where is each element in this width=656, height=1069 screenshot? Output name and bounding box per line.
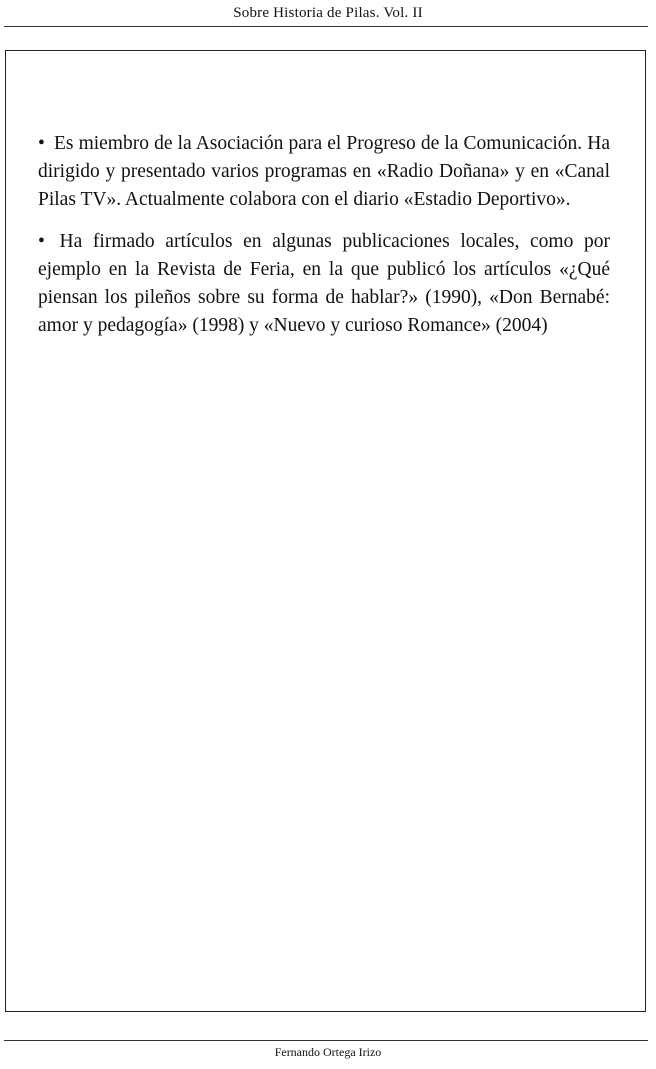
- running-header: Sobre Historia de Pilas. Vol. II: [233, 5, 423, 21]
- page-content: [38, 130, 610, 354]
- running-footer: Fernando Ortega Irizo: [274, 1045, 382, 1059]
- paragraph-articles: [38, 228, 610, 340]
- paragraph-text: Es miembro de la Asociación para el Progreso de la Comunicación. Ha dirigido y presentado varios programas en «Radio Doñana» y en «Canal Pilas TV». Actualmente colabora con el diario «Estadio Deportivo».: [38, 133, 611, 210]
- paragraph-association: [38, 130, 610, 214]
- paragraph-text: Ha firmado artículos en algunas publicaciones locales, como por ejemplo en la Revista de Feria, en la que publicó los artículos «¿Qué piensan los pileños sobre su forma de hablar?» (1990), «Don Bernabé: amor y pedagogía» (1998) y «Nuevo y curioso Romance» (2004): [38, 231, 610, 336]
- bullet-icon: •: [38, 231, 45, 252]
- header-divider: [4, 26, 648, 27]
- bullet-icon: •: [38, 133, 45, 154]
- footer-divider: [4, 1040, 648, 1041]
